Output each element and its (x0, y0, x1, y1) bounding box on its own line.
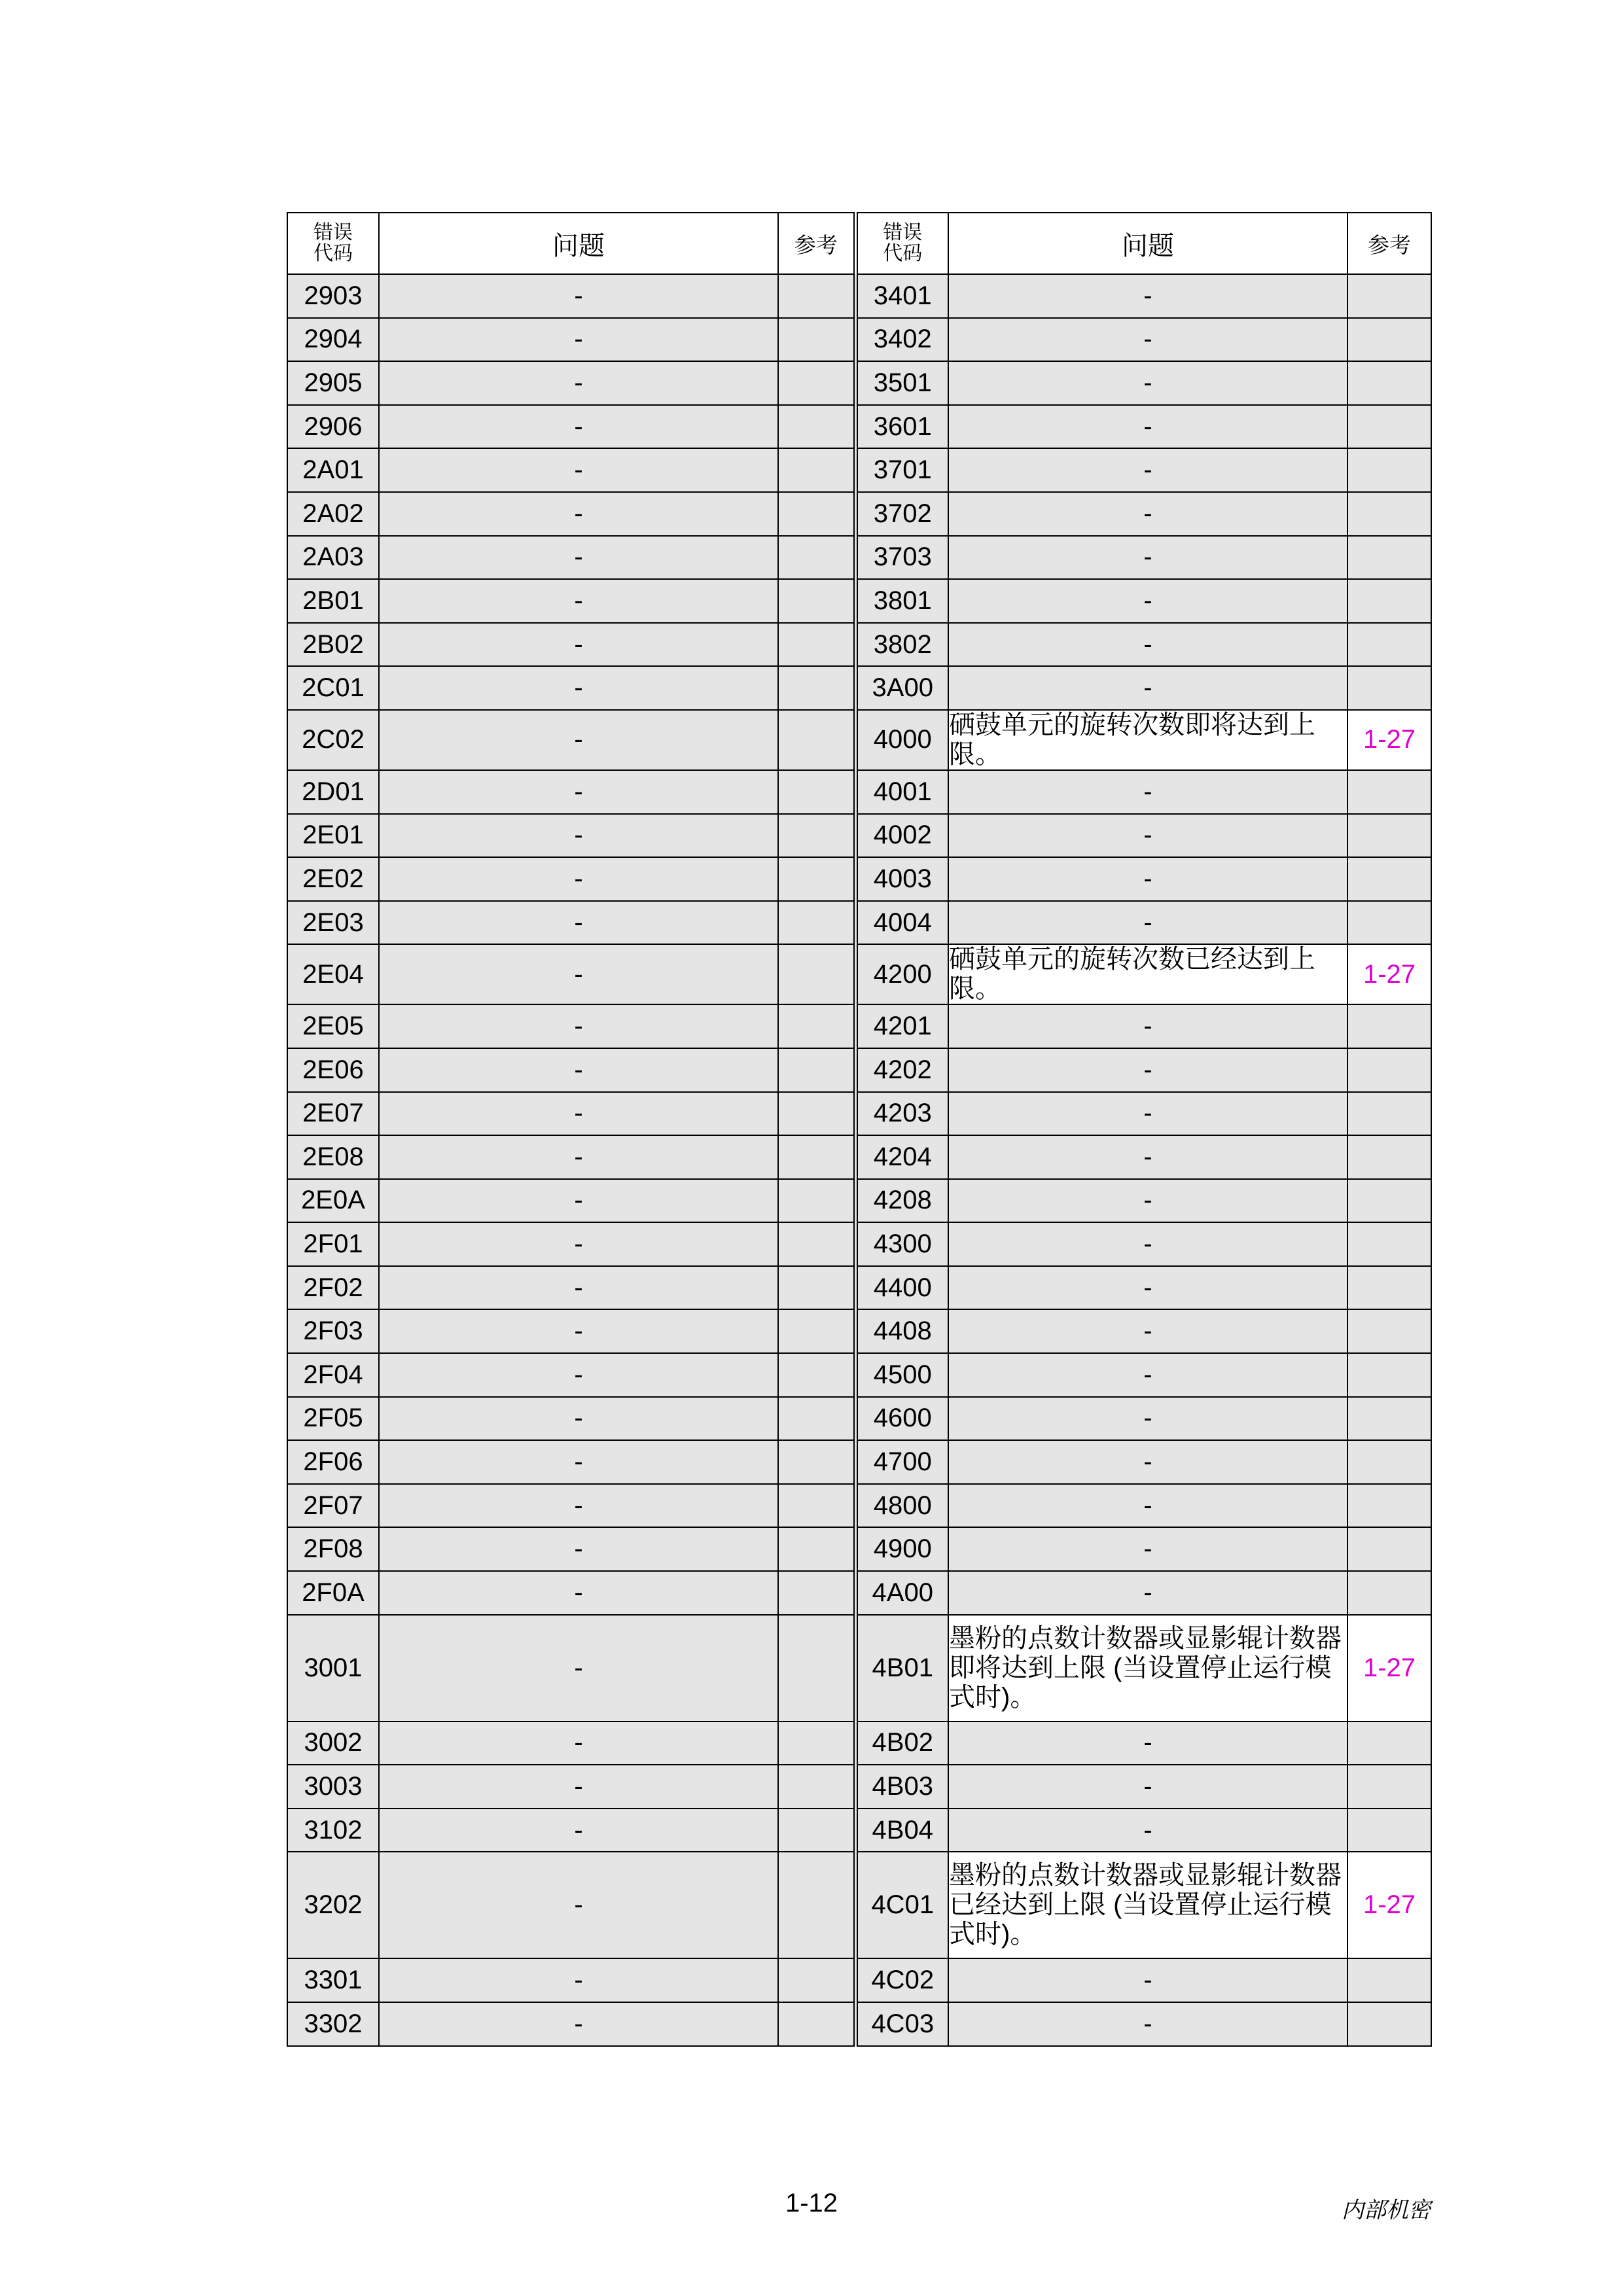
table-row (287, 1048, 1431, 1092)
left-reference (778, 1048, 855, 1092)
table-row (287, 1179, 1431, 1223)
left-error-code: 2E02 (287, 857, 379, 901)
left-error-code: 2B01 (287, 579, 379, 623)
left-problem: - (379, 1353, 778, 1397)
left-problem: - (379, 666, 778, 710)
left-error-code: 2E06 (287, 1048, 379, 1092)
right-problem: - (948, 1958, 1347, 2002)
left-problem: - (379, 1222, 778, 1266)
left-error-code: 2E07 (287, 1092, 379, 1136)
left-error-code: 2A01 (287, 448, 379, 492)
left-error-code: 2E01 (287, 814, 379, 858)
error-code-table (287, 212, 1432, 2047)
left-reference (778, 579, 855, 623)
left-error-code: 2903 (287, 274, 379, 318)
right-error-code: 4001 (855, 770, 948, 814)
right-reference (1347, 1571, 1431, 1615)
right-error-code: 3701 (855, 448, 948, 492)
right-error-code: 4800 (855, 1484, 948, 1528)
left-error-code: 2E05 (287, 1004, 379, 1048)
right-problem: - (948, 492, 1347, 536)
left-problem: - (379, 1765, 778, 1809)
right-problem: - (948, 1397, 1347, 1441)
table-header-row (287, 213, 1431, 274)
table-row (287, 1353, 1431, 1397)
left-error-code: 2F08 (287, 1527, 379, 1571)
left-error-code: 3002 (287, 1722, 379, 1765)
table-row (287, 1092, 1431, 1136)
right-reference (1347, 1440, 1431, 1484)
right-problem: - (948, 666, 1347, 710)
left-reference (778, 1440, 855, 1484)
left-problem: - (379, 1571, 778, 1615)
right-reference (1347, 2002, 1431, 2046)
right-problem: - (948, 1266, 1347, 1310)
left-reference (778, 1809, 855, 1852)
table-row (287, 1615, 1431, 1722)
right-error-code: 4B01 (855, 1615, 948, 1722)
left-problem: - (379, 623, 778, 667)
left-reference (778, 1266, 855, 1310)
left-reference (778, 2002, 855, 2046)
left-error-code: 3003 (287, 1765, 379, 1809)
left-reference (778, 1958, 855, 2002)
table-row (287, 361, 1431, 405)
left-problem: - (379, 318, 778, 362)
right-problem: - (948, 623, 1347, 667)
left-error-code: 2D01 (287, 770, 379, 814)
right-problem: - (948, 814, 1347, 858)
right-error-code: 3402 (855, 318, 948, 362)
table-row (287, 1484, 1431, 1528)
right-error-code: 3501 (855, 361, 948, 405)
right-reference (1347, 318, 1431, 362)
left-reference (778, 274, 855, 318)
left-problem: - (379, 448, 778, 492)
right-problem: - (948, 857, 1347, 901)
left-error-code: 2F04 (287, 1353, 379, 1397)
left-error-code: 3202 (287, 1852, 379, 1958)
right-reference (1347, 1958, 1431, 2002)
left-reference (778, 1527, 855, 1571)
left-reference (778, 1397, 855, 1441)
right-problem: - (948, 1765, 1347, 1809)
right-problem: 墨粉的点数计数器或显影辊计数器已经达到上限 (当设置停止运行模式时)。 (948, 1852, 1347, 1958)
table-row (287, 944, 1431, 1004)
table-body (287, 274, 1431, 2046)
right-problem: - (948, 1440, 1347, 1484)
left-problem: - (379, 1309, 778, 1353)
left-error-code: 3301 (287, 1958, 379, 2002)
left-problem: - (379, 1092, 778, 1136)
left-error-code: 2906 (287, 405, 379, 449)
table-row (287, 448, 1431, 492)
left-reference (778, 318, 855, 362)
right-problem: - (948, 1809, 1347, 1852)
left-reference (778, 666, 855, 710)
left-reference (778, 1722, 855, 1765)
header-code-line-2: 代码 (883, 243, 923, 264)
left-problem: - (379, 1527, 778, 1571)
table-row (287, 318, 1431, 362)
table-row (287, 2002, 1431, 2046)
right-error-code: 4203 (855, 1092, 948, 1136)
left-error-code: 3102 (287, 1809, 379, 1852)
left-error-code: 2F02 (287, 1266, 379, 1310)
right-error-code: 4200 (855, 944, 948, 1004)
right-reference[interactable]: 1-27 (1347, 1852, 1431, 1958)
right-problem: - (948, 2002, 1347, 2046)
left-reference (778, 405, 855, 449)
right-error-code: 3801 (855, 579, 948, 623)
left-error-code: 2F05 (287, 1397, 379, 1441)
left-error-code: 2E08 (287, 1135, 379, 1179)
left-problem: - (379, 492, 778, 536)
table-row (287, 1527, 1431, 1571)
table-row (287, 1135, 1431, 1179)
left-reference (778, 361, 855, 405)
right-problem: - (948, 1179, 1347, 1223)
right-error-code: 4408 (855, 1309, 948, 1353)
right-error-code: 4600 (855, 1397, 948, 1441)
left-error-code: 2F06 (287, 1440, 379, 1484)
left-problem: - (379, 1179, 778, 1223)
left-reference (778, 944, 855, 1004)
left-reference (778, 1765, 855, 1809)
left-error-code: 2C02 (287, 710, 379, 770)
left-error-code: 2F0A (287, 1571, 379, 1615)
right-reference (1347, 1266, 1431, 1310)
right-reference[interactable]: 1-27 (1347, 1615, 1431, 1722)
right-reference (1347, 1092, 1431, 1136)
table-row (287, 770, 1431, 814)
right-error-code: 4004 (855, 901, 948, 945)
right-problem: - (948, 1222, 1347, 1266)
right-error-code: 3401 (855, 274, 948, 318)
left-reference (778, 623, 855, 667)
right-problem: - (948, 579, 1347, 623)
right-error-code: 4202 (855, 1048, 948, 1092)
right-error-code: 3A00 (855, 666, 948, 710)
left-problem: - (379, 274, 778, 318)
table-row (287, 1309, 1431, 1353)
table-row (287, 492, 1431, 536)
left-problem: - (379, 944, 778, 1004)
left-error-code: 2A03 (287, 536, 379, 580)
table-row (287, 1958, 1431, 2002)
right-error-code: 4400 (855, 1266, 948, 1310)
page-number: 1-12 (785, 2189, 838, 2217)
right-problem: - (948, 1092, 1347, 1136)
right-problem: - (948, 1571, 1347, 1615)
right-reference (1347, 1048, 1431, 1092)
right-problem: - (948, 318, 1347, 362)
left-problem: - (379, 405, 778, 449)
right-problem: - (948, 448, 1347, 492)
left-problem: - (379, 1484, 778, 1528)
right-error-code: 4208 (855, 1179, 948, 1223)
right-reference (1347, 1484, 1431, 1528)
left-reference (778, 536, 855, 580)
header-code-line-2: 代码 (313, 243, 353, 264)
right-error-code: 4B03 (855, 1765, 948, 1809)
right-error-code: 4C02 (855, 1958, 948, 2002)
left-error-code: 3001 (287, 1615, 379, 1722)
table-row (287, 1765, 1431, 1809)
right-problem: - (948, 1722, 1347, 1765)
left-problem: - (379, 1004, 778, 1048)
header-error-code-left (287, 213, 379, 274)
right-error-code: 4201 (855, 1004, 948, 1048)
left-error-code: 2F03 (287, 1309, 379, 1353)
right-reference (1347, 536, 1431, 580)
left-reference (778, 1179, 855, 1223)
table-row (287, 1809, 1431, 1852)
right-problem: - (948, 1484, 1347, 1528)
right-problem: 硒鼓单元的旋转次数已经达到上限。 (948, 944, 1347, 1004)
left-reference (778, 901, 855, 945)
left-error-code: 3302 (287, 2002, 379, 2046)
header-error-code-right (855, 213, 948, 274)
right-problem: 硒鼓单元的旋转次数即将达到上限。 (948, 710, 1347, 770)
right-reference (1347, 1527, 1431, 1571)
right-error-code: 4900 (855, 1527, 948, 1571)
right-problem: - (948, 1527, 1347, 1571)
left-error-code: 2E04 (287, 944, 379, 1004)
left-problem: - (379, 579, 778, 623)
right-reference (1347, 579, 1431, 623)
left-problem: - (379, 710, 778, 770)
right-reference (1347, 814, 1431, 858)
left-error-code: 2904 (287, 318, 379, 362)
header-problem-right: 问题 (948, 213, 1347, 274)
left-reference (778, 1004, 855, 1048)
right-problem: - (948, 536, 1347, 580)
table-row (287, 814, 1431, 858)
left-reference (778, 710, 855, 770)
right-error-code: 4003 (855, 857, 948, 901)
header-problem-left: 问题 (379, 213, 778, 274)
table-row (287, 405, 1431, 449)
right-reference (1347, 1135, 1431, 1179)
left-problem: - (379, 814, 778, 858)
table-row (287, 901, 1431, 945)
right-problem: - (948, 901, 1347, 945)
right-reference (1347, 448, 1431, 492)
confidential-label: 内部机密 (1342, 2198, 1431, 2223)
header-code-line-1: 错误 (313, 222, 353, 243)
right-reference[interactable]: 1-27 (1347, 710, 1431, 770)
left-reference (778, 448, 855, 492)
header-reference-left: 参考 (778, 213, 855, 274)
left-error-code: 2E03 (287, 901, 379, 945)
right-reference (1347, 1179, 1431, 1223)
left-problem: - (379, 1048, 778, 1092)
right-reference (1347, 1809, 1431, 1852)
right-error-code: 4300 (855, 1222, 948, 1266)
right-problem: - (948, 1353, 1347, 1397)
right-reference (1347, 666, 1431, 710)
right-problem: - (948, 361, 1347, 405)
left-reference (778, 1353, 855, 1397)
right-error-code: 4A00 (855, 1571, 948, 1615)
left-problem: - (379, 1852, 778, 1958)
left-problem: - (379, 901, 778, 945)
right-problem: 墨粉的点数计数器或显影辊计数器即将达到上限 (当设置停止运行模式时)。 (948, 1615, 1347, 1722)
left-reference (778, 1092, 855, 1136)
table-row (287, 1440, 1431, 1484)
right-reference (1347, 901, 1431, 945)
right-problem: - (948, 770, 1347, 814)
left-reference (778, 492, 855, 536)
right-error-code: 3601 (855, 405, 948, 449)
left-reference (778, 770, 855, 814)
table-row (287, 666, 1431, 710)
right-reference (1347, 770, 1431, 814)
table-row (287, 1852, 1431, 1958)
left-reference (778, 1309, 855, 1353)
left-problem: - (379, 361, 778, 405)
right-problem: - (948, 274, 1347, 318)
table-row (287, 1266, 1431, 1310)
table-row (287, 1571, 1431, 1615)
right-reference (1347, 1397, 1431, 1441)
left-problem: - (379, 2002, 778, 2046)
right-problem: - (948, 405, 1347, 449)
left-error-code: 2905 (287, 361, 379, 405)
right-problem: - (948, 1309, 1347, 1353)
right-reference (1347, 405, 1431, 449)
right-error-code: 4700 (855, 1440, 948, 1484)
left-error-code: 2F07 (287, 1484, 379, 1528)
right-problem: - (948, 1048, 1347, 1092)
left-problem: - (379, 1440, 778, 1484)
right-error-code: 4B04 (855, 1809, 948, 1852)
right-error-code: 4C03 (855, 2002, 948, 2046)
table-row (287, 623, 1431, 667)
right-reference (1347, 1765, 1431, 1809)
right-error-code: 4002 (855, 814, 948, 858)
right-reference (1347, 1004, 1431, 1048)
right-reference (1347, 623, 1431, 667)
left-reference (778, 1571, 855, 1615)
left-error-code: 2E0A (287, 1179, 379, 1223)
right-reference (1347, 492, 1431, 536)
left-problem: - (379, 1135, 778, 1179)
right-error-code: 4500 (855, 1353, 948, 1397)
left-reference (778, 1615, 855, 1722)
left-problem: - (379, 1722, 778, 1765)
left-problem: - (379, 1615, 778, 1722)
left-problem: - (379, 1397, 778, 1441)
left-problem: - (379, 536, 778, 580)
table-row (287, 1004, 1431, 1048)
left-problem: - (379, 1266, 778, 1310)
header-code-line-1: 错误 (883, 222, 923, 243)
header-reference-right: 参考 (1347, 213, 1431, 274)
right-reference (1347, 1722, 1431, 1765)
left-problem: - (379, 1809, 778, 1852)
left-reference (778, 1484, 855, 1528)
left-reference (778, 1222, 855, 1266)
right-reference[interactable]: 1-27 (1347, 944, 1431, 1004)
right-error-code: 3702 (855, 492, 948, 536)
left-error-code: 2F01 (287, 1222, 379, 1266)
right-reference (1347, 1222, 1431, 1266)
right-error-code: 3802 (855, 623, 948, 667)
table-row (287, 536, 1431, 580)
left-reference (778, 1852, 855, 1958)
table-row (287, 710, 1431, 770)
right-reference (1347, 361, 1431, 405)
right-error-code: 4C01 (855, 1852, 948, 1958)
right-error-code: 4000 (855, 710, 948, 770)
right-reference (1347, 1309, 1431, 1353)
right-reference (1347, 857, 1431, 901)
right-problem: - (948, 1135, 1347, 1179)
left-problem: - (379, 770, 778, 814)
left-problem: - (379, 857, 778, 901)
table-row (287, 1222, 1431, 1266)
right-error-code: 3703 (855, 536, 948, 580)
right-reference (1347, 274, 1431, 318)
table-row (287, 1397, 1431, 1441)
left-reference (778, 814, 855, 858)
left-reference (778, 1135, 855, 1179)
right-problem: - (948, 1004, 1347, 1048)
table-row (287, 1722, 1431, 1765)
left-error-code: 2C01 (287, 666, 379, 710)
right-error-code: 4204 (855, 1135, 948, 1179)
right-reference (1347, 1353, 1431, 1397)
left-problem: - (379, 1958, 778, 2002)
left-error-code: 2B02 (287, 623, 379, 667)
table-row (287, 857, 1431, 901)
left-reference (778, 857, 855, 901)
right-error-code: 4B02 (855, 1722, 948, 1765)
table-row (287, 579, 1431, 623)
left-error-code: 2A02 (287, 492, 379, 536)
table-row (287, 274, 1431, 318)
